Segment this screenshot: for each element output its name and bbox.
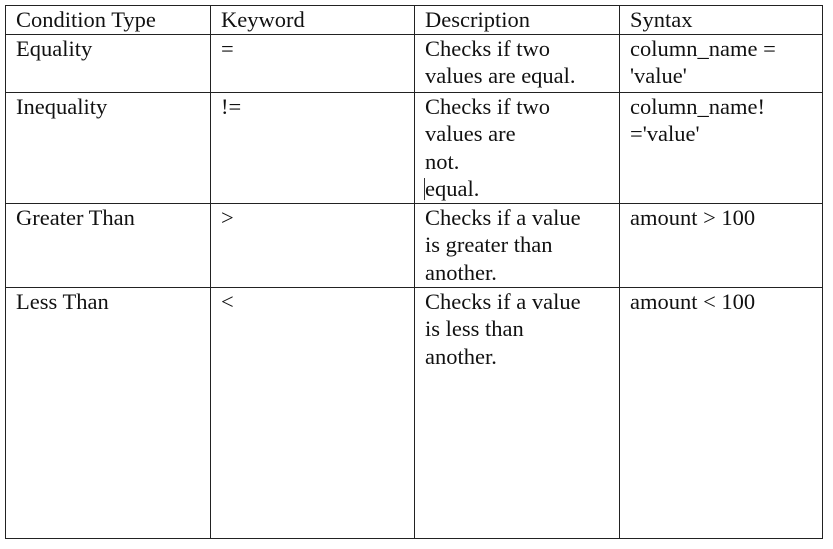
- header-condition-type: Condition Type: [6, 6, 211, 35]
- table-row: [6, 34, 823, 92]
- sql-conditions-table: [5, 5, 823, 539]
- table-row: [6, 287, 823, 538]
- table-header-row: [6, 6, 823, 35]
- cell-description: Checks if a value is less than another.: [415, 287, 620, 538]
- cell-condition-type: Inequality: [6, 92, 211, 203]
- cell-condition-type: Greater Than: [6, 203, 211, 287]
- cell-syntax: amount > 100: [620, 203, 823, 287]
- document-table-container: [5, 5, 823, 539]
- cell-keyword: =: [211, 34, 415, 92]
- cell-description: Checks if a value is greater than another.: [415, 203, 620, 287]
- header-keyword: Keyword: [211, 6, 415, 35]
- cell-syntax: column_name = 'value': [620, 34, 823, 92]
- cell-keyword: >: [211, 203, 415, 287]
- cell-keyword: <: [211, 287, 415, 538]
- header-syntax: Syntax: [620, 6, 823, 35]
- cell-description: Checks if two values are equal.: [415, 34, 620, 92]
- cell-description: Checks if two values are not. equal.: [415, 92, 620, 203]
- cell-syntax: column_name! ='value': [620, 92, 823, 203]
- table-row: [6, 203, 823, 287]
- header-description: Description: [415, 6, 620, 35]
- cell-condition-type: Less Than: [6, 287, 211, 538]
- cell-syntax: amount < 100: [620, 287, 823, 538]
- text-cursor-caret: [424, 178, 425, 200]
- table-row: [6, 92, 823, 203]
- cell-keyword: !=: [211, 92, 415, 203]
- cell-condition-type: Equality: [6, 34, 211, 92]
